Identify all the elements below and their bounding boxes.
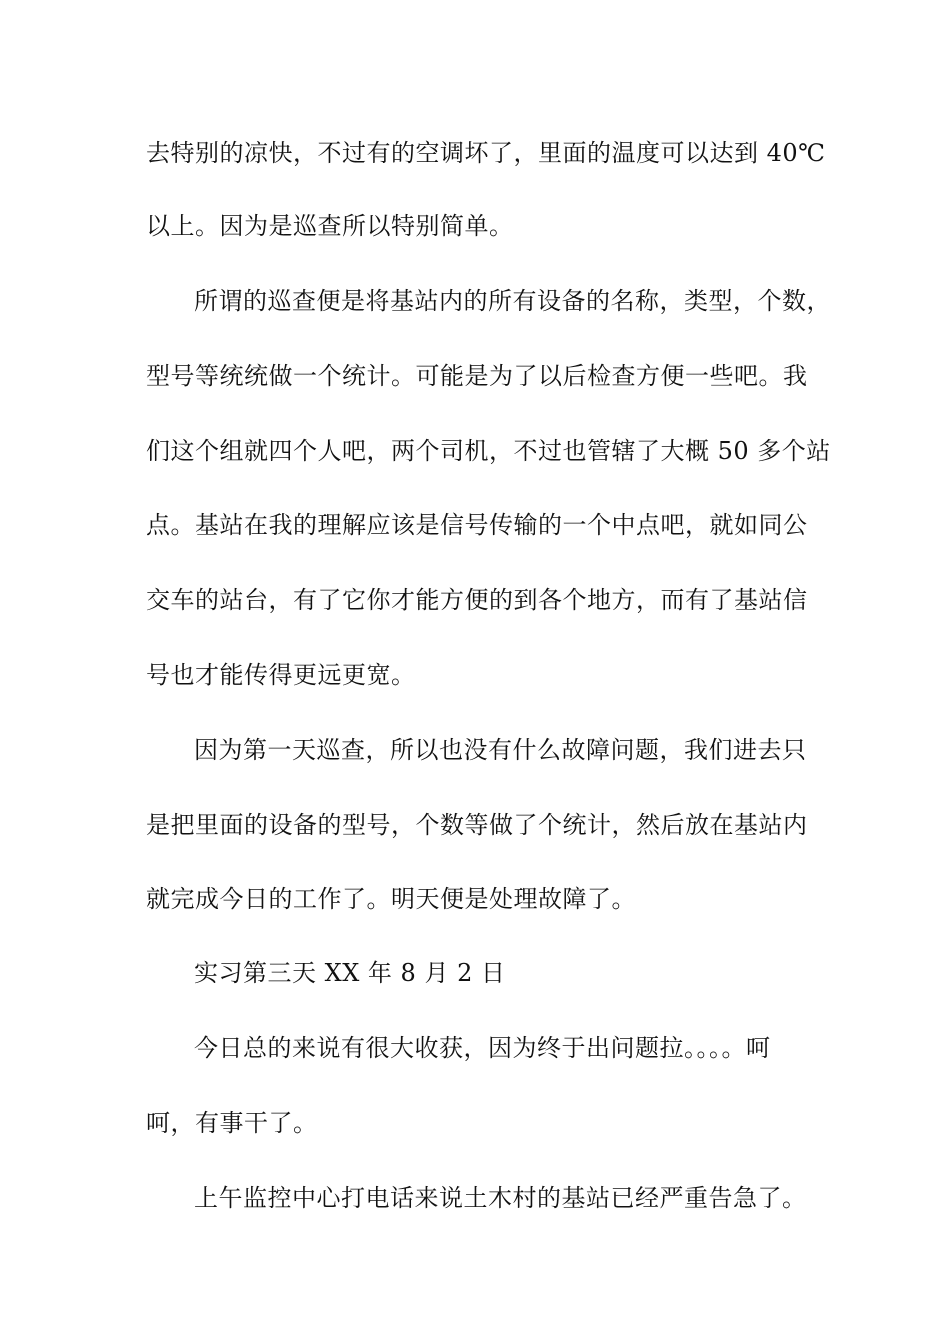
text-line: 点。基站在我的理解应该是信号传输的一个中点吧，就如同公 xyxy=(146,511,808,539)
text-line: 就完成今日的工作了。明天便是处理故障了。 xyxy=(146,885,636,913)
paragraph-start-line: 上午监控中心打电话来说土木村的基站已经严重告急了。 xyxy=(194,1184,807,1212)
text-line: 号也才能传得更远更宽。 xyxy=(146,661,416,689)
paragraph-start-line: 因为第一天巡查，所以也没有什么故障问题，我们进去只 xyxy=(194,736,807,764)
paragraph-start-line: 所谓的巡查便是将基站内的所有设备的名称，类型，个数， xyxy=(194,287,831,315)
text-line: 去特别的凉快，不过有的空调坏了，里面的温度可以达到 40℃ xyxy=(146,139,826,167)
text-line: 型号等统统做一个统计。可能是为了以后检查方便一些吧。我 xyxy=(146,362,808,390)
text-line: 们这个组就四个人吧，两个司机，不过也管辖了大概 50 多个站 xyxy=(146,437,831,465)
text-line: 以上。因为是巡查所以特别简单。 xyxy=(146,212,514,240)
text-line: 交车的站台，有了它你才能方便的到各个地方，而有了基站信 xyxy=(146,586,808,614)
section-date-heading: 实习第三天 XX 年 8 月 2 日 xyxy=(194,959,506,987)
text-line: 是把里面的设备的型号，个数等做了个统计，然后放在基站内 xyxy=(146,811,808,839)
text-line: 呵，有事干了。 xyxy=(146,1109,318,1137)
paragraph-start-line: 今日总的来说有很大收获，因为终于出问题拉。。。。呵 xyxy=(194,1034,771,1062)
